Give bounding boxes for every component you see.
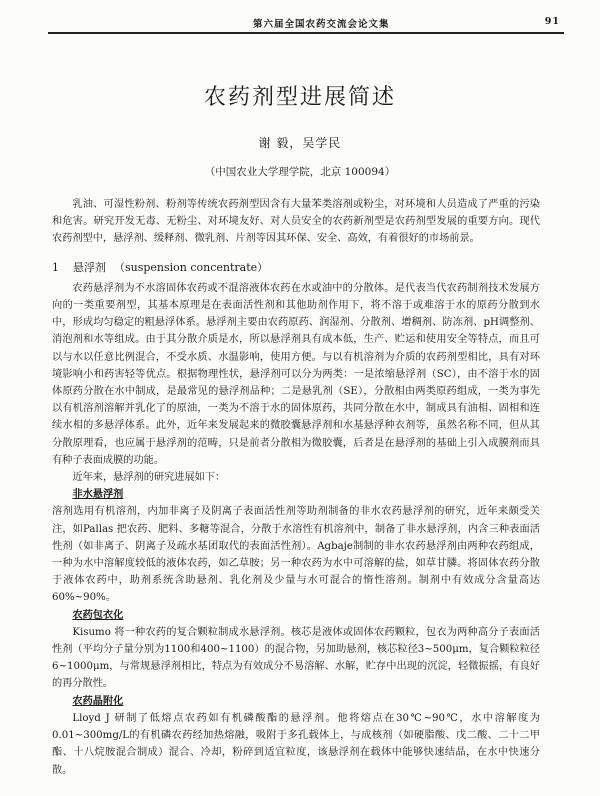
subsection-text-coating: Kisumo 将一种农药的复合颗粒制成水悬浮剂。核芯是液体或固体农药颗粒，包衣为两种高分子表面活性剂（平均分子量分别为1100和400~1100）的混合物，另加助悬剂，核芯粒径3~500μm，复合颗粒粒径6~1000μm，与常规悬浮剂相比，特点为有效成分不易溶解、水解，贮存中出现的沉淀，轻微振摇，有良好的再分散性。 [52, 626, 540, 690]
section-title: 悬浮剂 [73, 260, 106, 274]
subsection-heading-non-aqueous: 非水悬浮剂 [72, 488, 124, 501]
section-1-paragraph-2: 近年来，悬浮剂的研究进展如下： [72, 472, 226, 484]
subsection-heading-crystal: 农药晶附化 [72, 694, 124, 707]
subsection-text-crystal: Lloyd J 研制了低熔点农药如有机磷酸酯的悬浮剂。他将熔点在30℃~90℃，水中溶解度为0.01~300mg/L的有机磷农药经加热熔融，吸附于多孔载体上，与成核剂（如硬脂酸、戊二酸、二十二甲酯、十八烷胺混合制成）混合、冷却，粉碎到适宜粒度，该悬浮剂在载体中能够快速结晶，在水中快速分散。 [52, 712, 540, 776]
page-number: 91 [544, 16, 560, 27]
subsection-text-non-aqueous: 溶剂选用有机溶剂，内加非离子及阴离子表面活性剂等助剂制备的非水农药悬浮剂的研究，近年来颇受关注，如Pallas 把农药、肥料、多糖等混合，分散于水溶性有机溶剂中，制备了非水悬浮剂，内含三种表面活性剂（如非离子、阴离子及疏水基团取代的表面活性剂）。Agbaje制制的非水农药悬浮剂由两种农药组成，一种为水中溶解度较低的液体农药，如乙草胺；另一种农药为水中可溶解的盐，如草甘膦。将固体农药分散于液体农药中，助剂系统含助悬剂、乳化剂及少量与水可混合的惰性溶剂。制剂中有效成分含量高达60%~90%。 [52, 506, 540, 604]
paper-body [52, 196, 540, 779]
section-number: 1 [52, 260, 59, 274]
paper-title: 农药剂型进展简述 [203, 85, 396, 110]
section-1-paragraph-1: 农药悬浮剂为不水溶固体农药或不混溶液体农药在水或油中的分散体。是代表当代农药制剂技术发展方向的一类重要剂型，其基本原理是在表面活性剂和其他助剂作用下，将不溶于或难溶于水的原药分散到水中，形成均匀稳定的粗悬浮体系。悬浮剂主要由农药原药、润湿剂、分散剂、增稠剂、防冻剂、pH调整剂、消泡剂和水等组成。由于其分散介质是水，所以悬浮剂具有成本低，生产、贮运和使用安全等特点，而且可以与水以任意比例混合，不受水质、水温影响，使用方便。与以有机溶剂为介质的农药剂型相比，具有对环境影响小和药害轻等优点。根据物理性状，悬浮剂可以分为两类：一是浓缩悬浮剂（SC），由不溶于水的固体原药分散在水中制成，是最常见的悬浮剂品种；二是悬乳剂（SE），分散相由两类原药组成，一类为事先以有机溶剂溶解并乳化了的原油，一类为不溶于水的固体原药，共同分散在水中，制成具有油相、固相和连续水相的多悬浮体系。此外，近年来发展起来的微胶囊悬浮剂和水基悬浮种衣剂等，虽然名称不同，但从其分散原理看，也应属于悬浮剂的范畴，只是前者分散相为微胶囊，后者是在悬浮剂的基础上引入成膜剂而具有种子表面成膜的功能。 [52, 282, 540, 466]
running-header [48, 14, 564, 34]
subsection-heading-coating: 农药包衣化 [72, 608, 124, 621]
abstract: 乳油、可湿性粉剂、粉剂等传统农药剂型因含有大量苯类溶剂或粉尘，对环境和人员造成了严重的污染和危害。研究开发无毒、无粉尘、对环境友好、对人员安全的农药新剂型是农药剂型发展的重要方向。现代农药剂型中，悬浮剂、缓释剂、微乳剂、片剂等因其环保、安全、高效，有着很好的市场前景。 [52, 199, 540, 245]
authors: 谢 毅，吴学民 [258, 136, 342, 150]
affiliation: （中国农业大学理学院，北京 100094） [204, 166, 396, 178]
section-title-en: （suspension concentrate） [114, 260, 269, 274]
journal-title: 第六届全国农药交流会论文集 [253, 19, 390, 30]
section-1-heading [52, 259, 540, 276]
